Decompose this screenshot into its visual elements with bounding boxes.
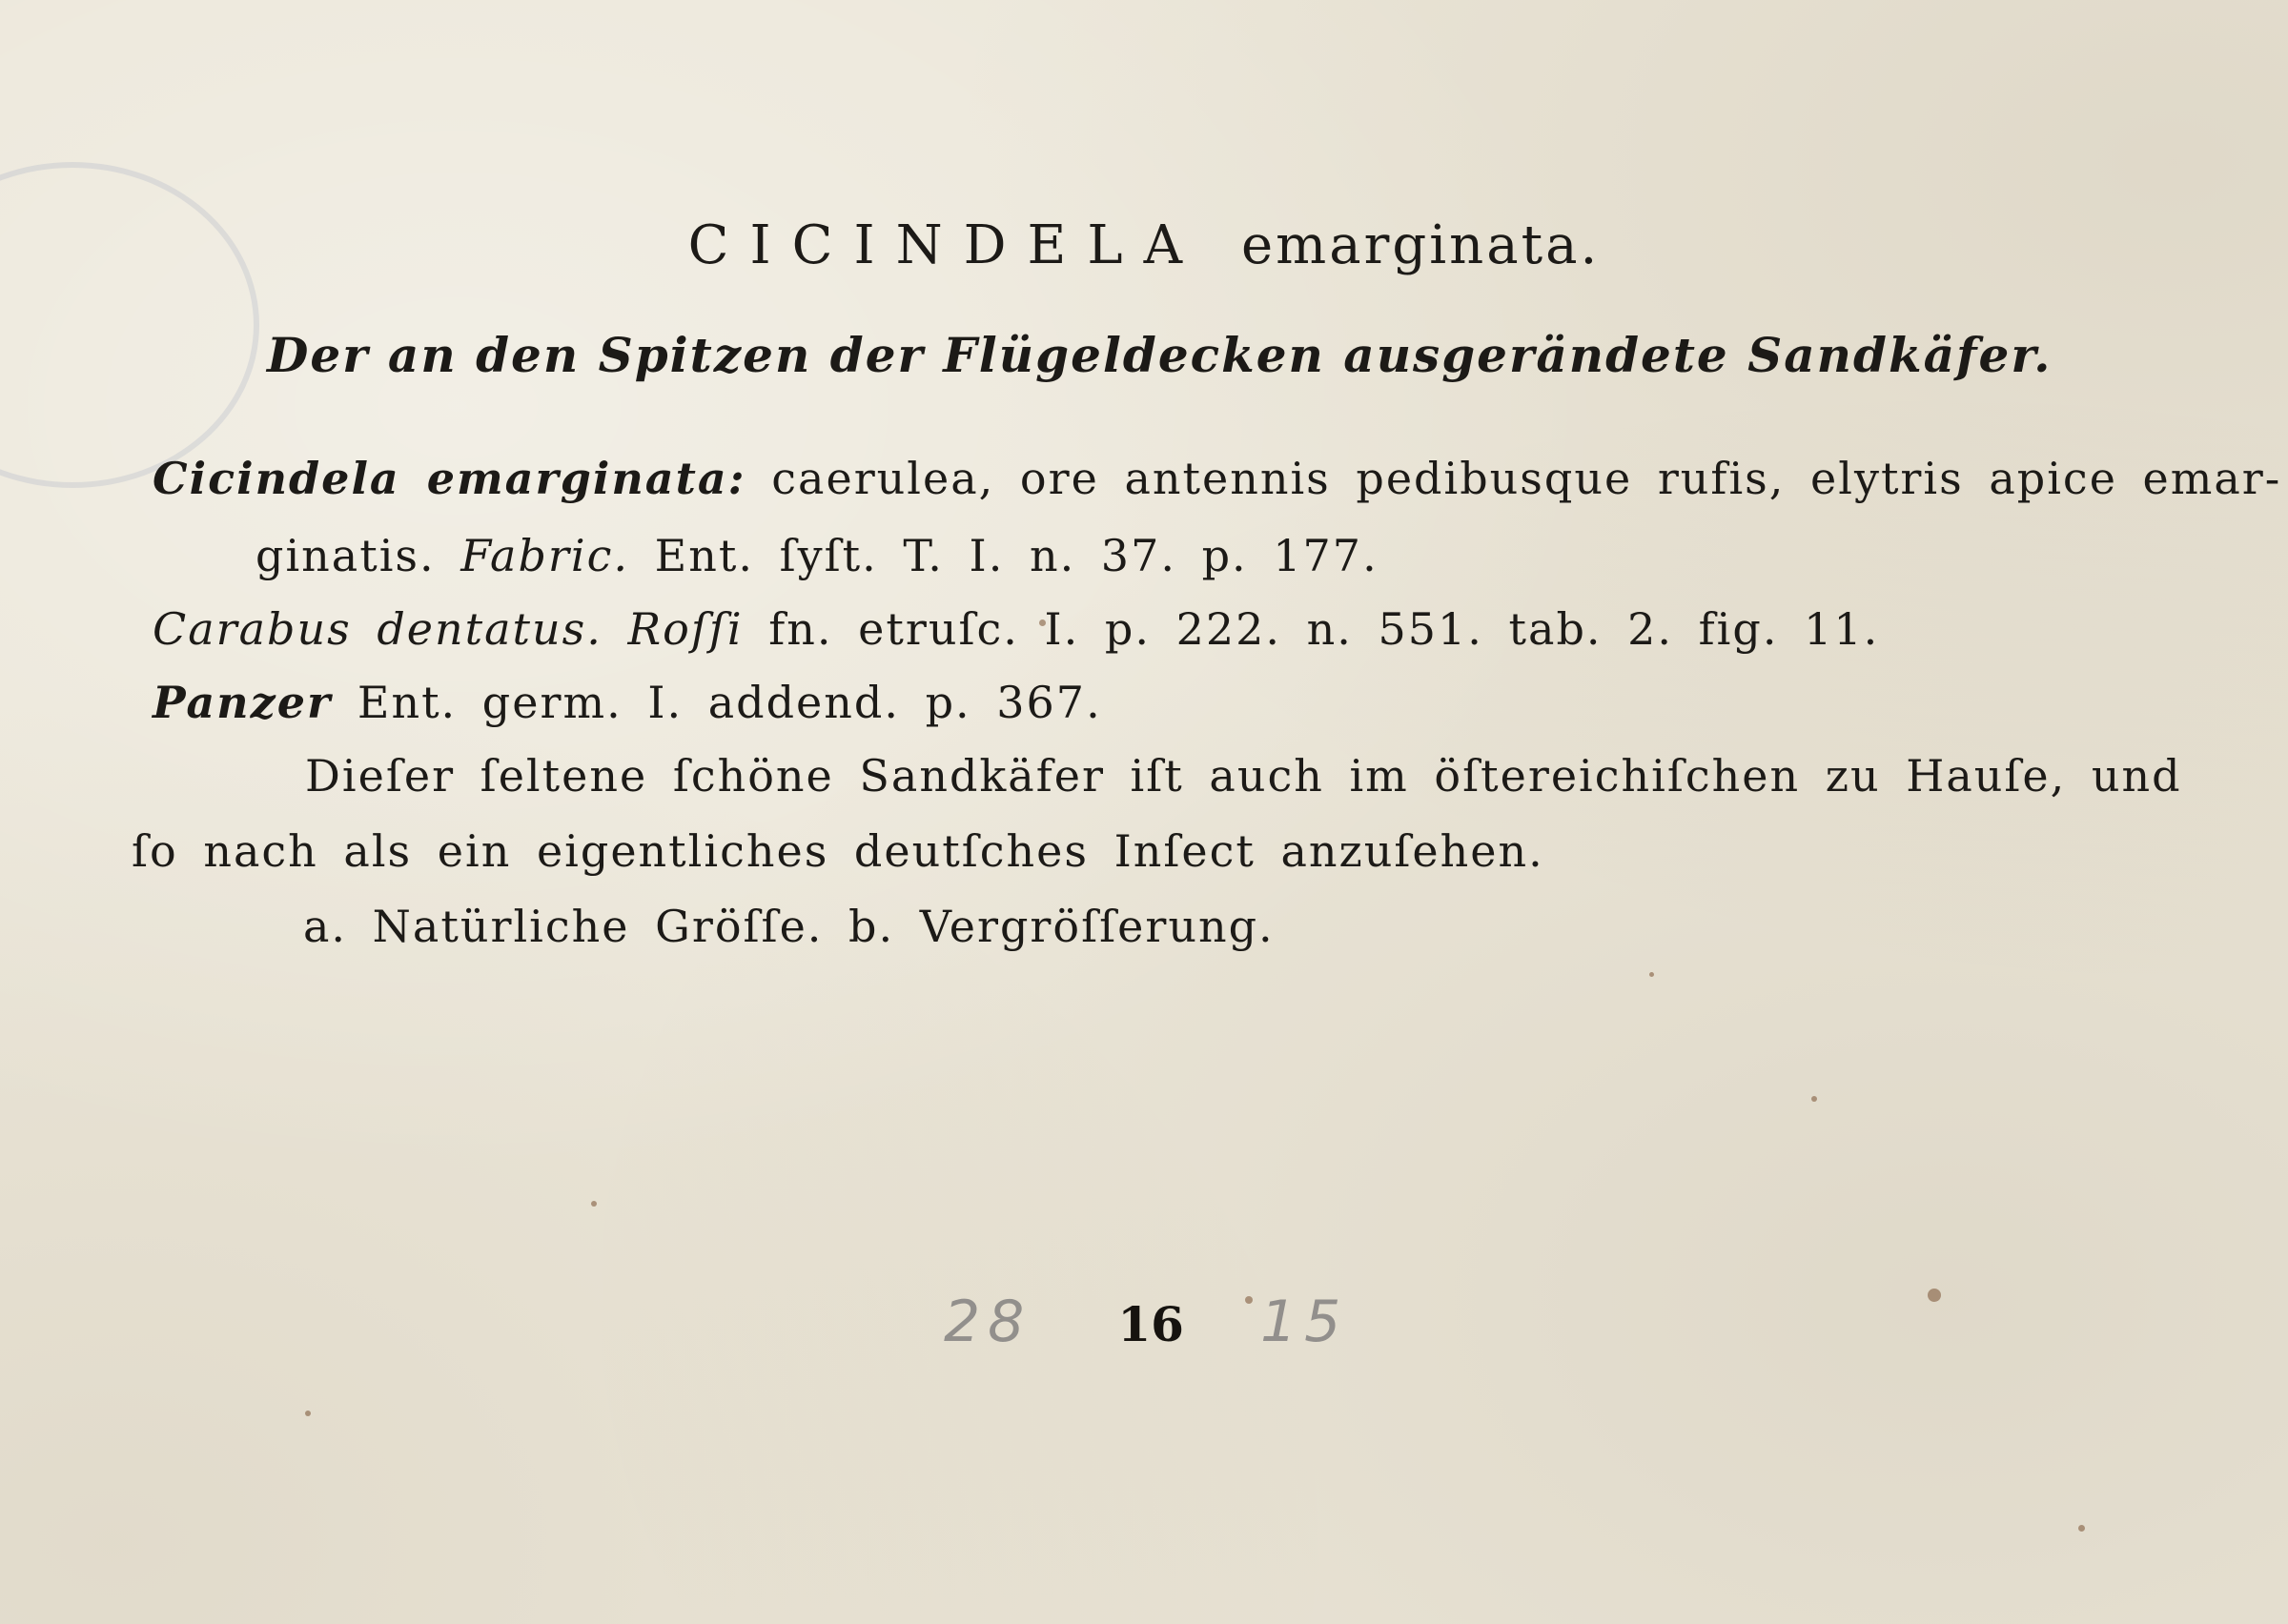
figure-legend: a. Natürliche Gröſſe. b. Vergröſſerung.: [303, 901, 1275, 952]
page-title: [0, 214, 2288, 276]
synonym-line-4: [153, 677, 1102, 728]
paper-fleck: [305, 1411, 311, 1416]
reference-citation: fn. etruſc. I. p. 222. n. 551. tab. 2. fig. 11.: [768, 603, 1880, 655]
german-subtitle: Der an den Spitzen der Flügeldecken ausgerändete Sandkäfer.: [267, 327, 2053, 383]
paper-fleck: [591, 1201, 597, 1207]
pencil-number-left: 28: [944, 1289, 1032, 1355]
title-genus: CICINDELA: [687, 214, 1204, 276]
pencil-number-right: 15: [1259, 1289, 1349, 1355]
diagnosis-continuation: ginatis.: [255, 530, 436, 581]
author-name: Fabric.: [460, 530, 630, 581]
description-line-1: Dieſer ſeltene ſchöne Sandkäfer iſt auch im öſtereichiſchen zu Hauſe, und: [305, 750, 2182, 802]
paper-fleck: [1928, 1289, 1941, 1302]
reference-citation: Ent. ſyſt. T. I. n. 37. p. 177.: [654, 530, 1379, 581]
reference-citation: Ent. germ. I. addend. p. 367.: [357, 677, 1102, 728]
description-line-2: ſo nach als ein eigentliches deutſches Inſect anzuſehen.: [132, 825, 1544, 877]
synonym-line-3: [153, 603, 1879, 655]
paper-fleck: [2078, 1525, 2085, 1532]
species-diagnosis: caerulea, ore antennis pedibusque rufis, elytris apice emar-: [771, 453, 2282, 504]
paper-fleck: [1811, 1096, 1817, 1102]
synonym-line-1: [153, 453, 2281, 504]
footer-marks: [944, 1289, 1348, 1355]
faded-stamp: [0, 162, 259, 488]
author-name: Panzer: [153, 677, 333, 728]
synonym-name: Carabus dentatus.: [153, 603, 603, 655]
species-name: Cicindela emarginata:: [153, 453, 746, 504]
plate-number: 16: [1117, 1296, 1184, 1352]
title-species: emarginata.: [1241, 214, 1601, 276]
author-name: Roſſi: [627, 603, 744, 655]
synonym-line-2: [255, 530, 1379, 581]
paper-fleck: [1649, 972, 1654, 977]
